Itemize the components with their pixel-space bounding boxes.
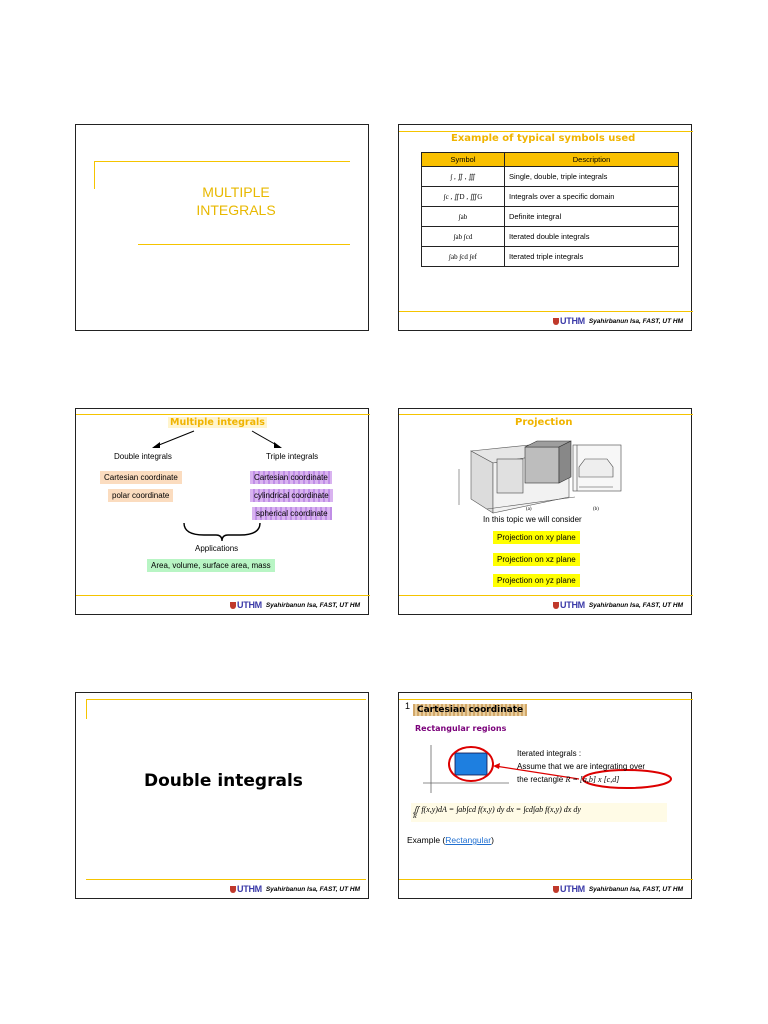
figure-b xyxy=(573,445,621,491)
projection-xz: Projection on xz plane xyxy=(493,553,580,566)
slide-title: Projection xyxy=(515,417,573,428)
symbols-table xyxy=(421,152,679,267)
formula-domain: R xyxy=(413,814,417,820)
slide-title: Multiple integrals xyxy=(170,417,265,428)
footer xyxy=(553,884,683,894)
table-row: ∫ab ∫cd Iterated double integrals xyxy=(422,227,679,247)
rect-formula: R = [a,b] x [c,d] xyxy=(565,775,620,784)
rule-left xyxy=(86,699,87,719)
rule-footer xyxy=(86,879,366,880)
footer-author: Syahirbanun Isa, FAST, UT HM xyxy=(588,601,683,609)
projection-xy: Projection on xy plane xyxy=(493,531,580,544)
triple-item-cylindrical: cylindrical coordinate xyxy=(250,489,333,502)
consider-text: In this topic we will consider xyxy=(483,515,582,524)
footer-author: Syahirbanun Isa, FAST, UT HM xyxy=(265,885,360,893)
col-description: Description xyxy=(505,153,679,167)
figure-b-label: (b) xyxy=(593,507,599,512)
slide-symbols xyxy=(398,124,692,331)
col-symbol: Symbol xyxy=(422,153,505,167)
slide-double-integrals xyxy=(75,692,369,899)
uthm-logo: UTHM xyxy=(553,316,585,326)
table-row: ∫ab ∫cd ∫ef Iterated triple integrals xyxy=(422,247,679,267)
table-row: ∫ab Definite integral xyxy=(422,207,679,227)
rule-footer xyxy=(76,595,370,596)
rule-left xyxy=(94,161,95,189)
example-line: Example (Rectangular) xyxy=(407,835,494,845)
assume-line1: Assume that we are integrating over xyxy=(517,762,646,771)
footer xyxy=(230,884,360,894)
figure-a-label: (a) xyxy=(526,507,532,512)
projection-yz: Projection on yz plane xyxy=(493,574,580,587)
region-rectangle xyxy=(455,753,487,775)
arrowhead-left xyxy=(152,442,160,448)
iterated-label: Iterated integrals : xyxy=(517,749,582,758)
footer-author: Syahirbanun Isa, FAST, UT HM xyxy=(588,885,683,893)
pointer-arrowhead xyxy=(493,763,500,769)
rule-top xyxy=(86,699,366,700)
triple-item-cartesian: Cartesian coordinate xyxy=(250,471,332,484)
footer xyxy=(553,600,683,610)
footer xyxy=(230,600,360,610)
rule-bottom xyxy=(138,244,350,245)
slide-projection xyxy=(398,408,692,615)
applications-label: Applications xyxy=(195,544,239,553)
figure-a xyxy=(459,441,575,513)
uthm-logo: UTHM xyxy=(553,600,585,610)
section-header: Cartesian coordinate xyxy=(413,704,527,716)
slide-multiple-integrals xyxy=(75,124,369,331)
footer-author: Syahirbanun Isa, FAST, UT HM xyxy=(588,317,683,325)
brace xyxy=(184,523,260,541)
slide-title: Double integrals xyxy=(144,771,303,791)
double-item-polar: polar coordinate xyxy=(108,489,173,502)
assume-line2: the rectangle R = [a,b] x [c,d] xyxy=(517,775,620,784)
subheader: Rectangular regions xyxy=(415,724,507,733)
rule-footer xyxy=(399,311,693,312)
example-link[interactable]: Rectangular xyxy=(445,835,492,845)
arrowhead-right xyxy=(274,442,282,448)
double-integrals-label: Double integrals xyxy=(114,452,172,461)
footer xyxy=(553,316,683,326)
rule-top xyxy=(399,131,693,132)
slide-multiple-integrals-tree xyxy=(75,408,369,615)
slide-title: Example of typical symbols used xyxy=(451,133,636,144)
rect-diagram xyxy=(399,693,693,900)
main-formula: ∬ f(x,y)dA = ∫ab∫cd f(x,y) dy dx = ∫cd∫ab f(x,y) dx dy R xyxy=(411,803,667,822)
applications-box: Area, volume, surface area, mass xyxy=(147,559,275,572)
uthm-logo: UTHM xyxy=(230,884,262,894)
uthm-logo: UTHM xyxy=(553,884,585,894)
table-row: ∫c , ∬D , ∭G Integrals over a specific domain xyxy=(422,187,679,207)
slide-number: 1 xyxy=(405,701,411,711)
triple-integrals-label: Triple integrals xyxy=(266,452,319,461)
slide-title: MULTIPLE INTEGRALS xyxy=(196,184,276,218)
table-row: ∫ , ∬ , ∭ Single, double, triple integrals xyxy=(422,167,679,187)
slide-cartesian xyxy=(398,692,692,899)
double-item-cartesian: Cartesian coordinate xyxy=(100,471,182,484)
rule-top xyxy=(94,161,350,162)
uthm-logo: UTHM xyxy=(230,600,262,610)
triple-item-spherical: spherical coordinate xyxy=(252,507,332,520)
footer-author: Syahirbanun Isa, FAST, UT HM xyxy=(265,601,360,609)
rule-footer xyxy=(399,595,693,596)
rule-footer xyxy=(399,879,693,880)
